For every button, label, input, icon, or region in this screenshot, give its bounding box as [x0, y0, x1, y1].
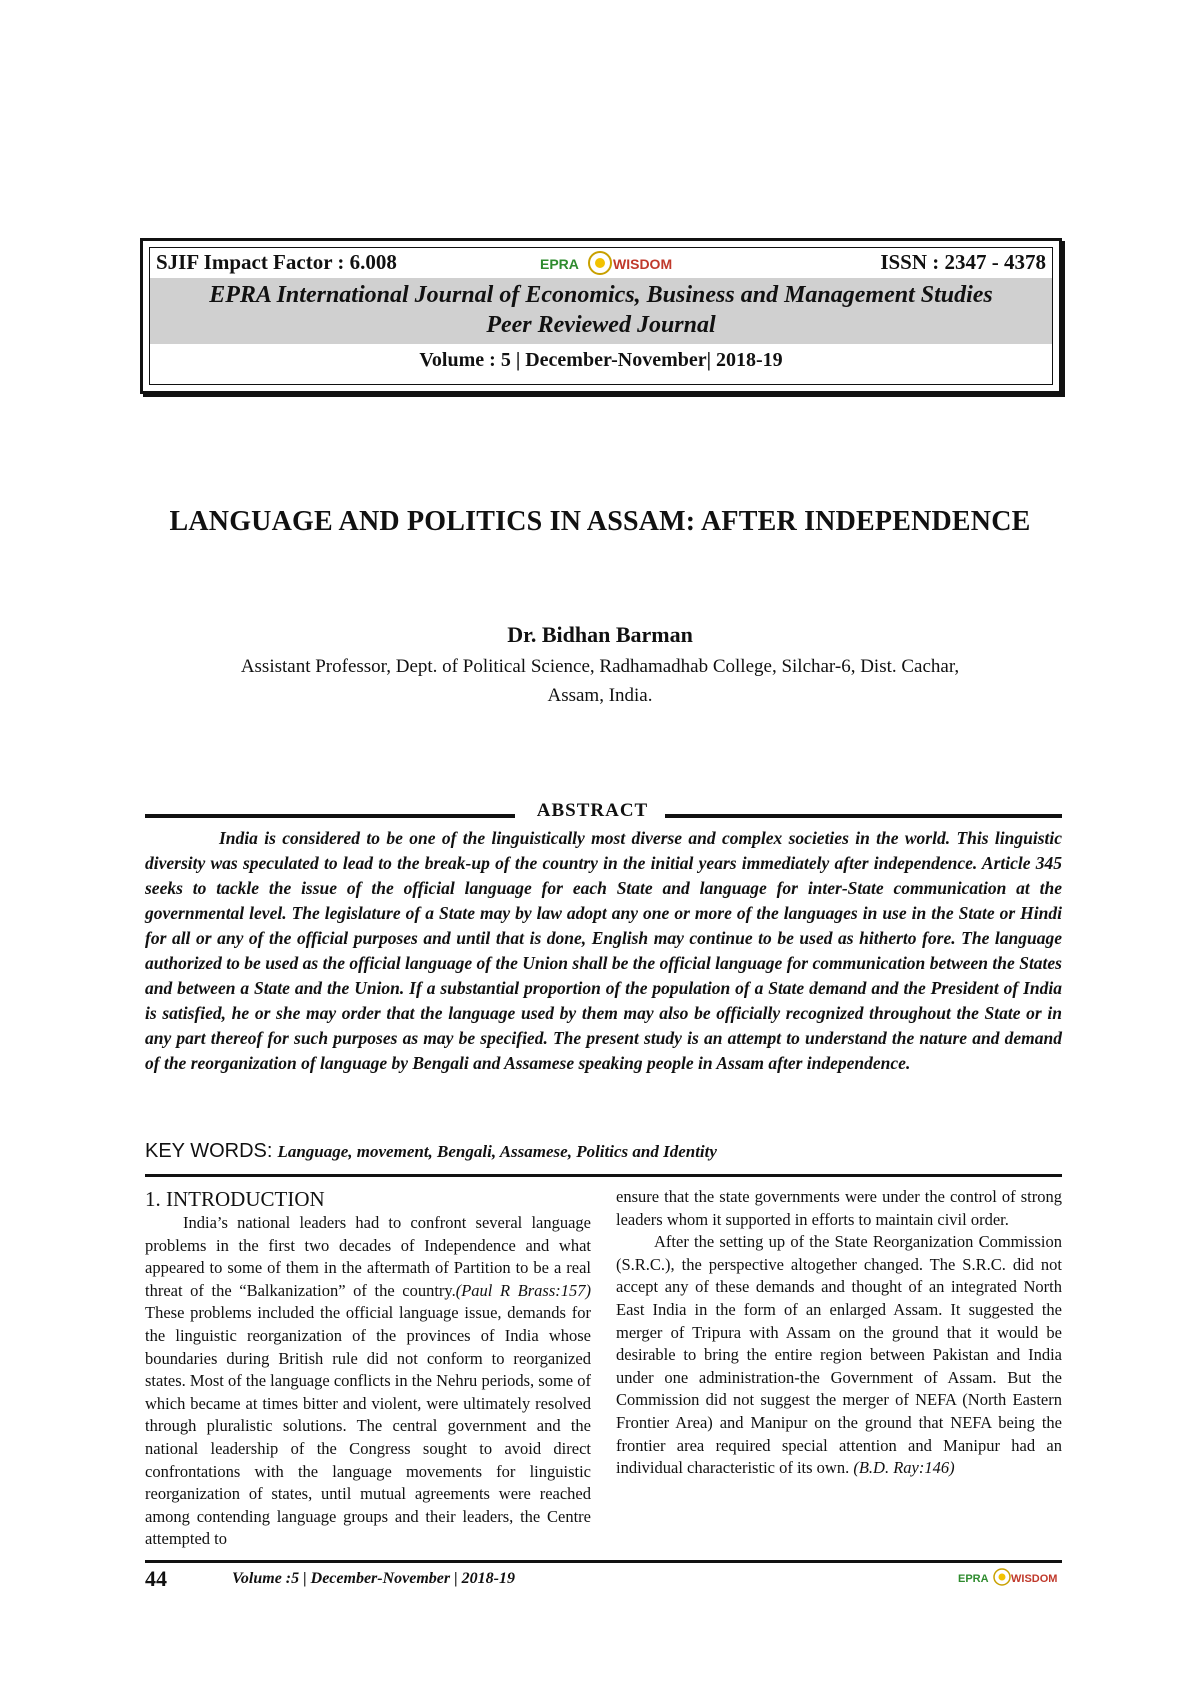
citation: (Paul R Brass:157)	[455, 1280, 591, 1300]
intro-paragraph-3	[616, 1231, 1062, 1480]
header-top-row	[150, 248, 1052, 278]
right-column	[616, 1186, 1062, 1480]
intro-paragraph-1	[145, 1212, 591, 1551]
footer-logo-right: WISDOM	[1011, 1573, 1058, 1585]
logo-left-text: EPRA	[540, 256, 579, 272]
impact-factor: SJIF Impact Factor : 6.008	[156, 250, 397, 274]
page-number: 44	[145, 1566, 167, 1591]
abstract-rule-right	[665, 814, 1062, 818]
paragraph-text: After the setting up of the State Reorganization Commission (S.R.C.), the perspective altogether changed. The S.R.C. did not accept any of these demands and thought of an integrated North East India in the form of an enlarged Assam. It suggested the merger of Tripura with Assam on the ground that it would be desirable to bring the entire region between Pakistan and India under one administration-the Government of Assam. But the Commission did not suggest the merger of NEFA (North Eastern Frontier Area) and Manipur on the ground that NEFA being the frontier area required special attention and Manipur had an individual characteristic of its own.	[616, 1232, 1062, 1478]
abstract-text: India is considered to be one of the linguistically most diverse and complex societies in the world. This linguistic diversity was speculated to lead to the break-up of the country in the initial years immediately after independence. Article 345 seeks to tackle the issue of the official language for each State and language for inter-State communication at the governmental level. The legislature of a State may by law adopt any one or more of the languages in use in the State or Hindi for all or any of the official purposes and until that is done, English may continue to be used as hitherto fore. The language authorized to be used as the official language of the Union shall be the official language for communication between the States and between a State and the Union. If a substantial proportion of the population of a State demand and the President of India is satisfied, he or she may order that the language used by them may also be officially recognized throughout the State or in any part thereof for such purposes as may be specified. The present study is an attempt to understand the nature and demand of the reorganization of language by Bengali and Assamese speaking people in Assam after independence.	[145, 828, 1062, 1073]
issn: ISSN : 2347 - 4378	[880, 250, 1046, 274]
keywords-values: Language, movement, Bengali, Assamese, Politics and Identity	[277, 1142, 717, 1161]
abstract-heading: ABSTRACT	[536, 800, 649, 821]
journal-name: EPRA International Journal of Economics, Business and Management Studies	[209, 282, 993, 308]
author-affiliation	[150, 652, 1050, 710]
section-heading: 1. INTRODUCTION	[145, 1187, 325, 1211]
author-name: Dr. Bidhan Barman	[507, 622, 693, 647]
paragraph-text: These problems included the official language issue, demands for the linguistic reorganization of the provinces of India whose boundaries during British rule did not conform to reorganized states. Most of the language conflicts in the Nehru periods, some of which became at times bitter and violent, were ultimately resolved through pluralistic solutions. The central government and the national leadership of the Congress sought to avoid direct confrontations with the language movements for linguistic reorganization of states, until mutual agreements were reached among contending language groups and their leaders, the Centre attempted to	[145, 1303, 591, 1549]
footer-volume: Volume :5 | December-November | 2018-19	[232, 1570, 515, 1587]
citation: (B.D. Ray:146)	[853, 1458, 955, 1478]
affiliation-line-2: Assam, India.	[547, 685, 653, 706]
epra-wisdom-logo	[540, 250, 680, 276]
keywords-label: KEY WORDS:	[145, 1140, 273, 1162]
intro-paragraph-2: ensure that the state governments were under the control of strong leaders whom it supported in efforts to maintain civil order.	[616, 1187, 1062, 1229]
footer-logo	[958, 1566, 1058, 1588]
footer-rule	[145, 1560, 1062, 1563]
abstract-rule-left	[145, 814, 515, 818]
footer-logo-left: EPRA	[958, 1573, 989, 1585]
header-band	[150, 278, 1052, 344]
keywords-rule	[145, 1174, 1062, 1177]
affiliation-line-1: Assistant Professor, Dept. of Political Science, Radhamadhab College, Silchar-6, Dist. Cachar,	[240, 656, 960, 677]
article-title: LANGUAGE AND POLITICS IN ASSAM: AFTER INDEPENDENCE	[169, 506, 1031, 537]
volume-line: Volume : 5 | December-November| 2018-19	[419, 349, 783, 371]
journal-subtitle: Peer Reviewed Journal	[486, 312, 716, 338]
paragraph-text: India’s national leaders had to confront several language problems in the first two decades of Independence and what appeared to some of them in the aftermath of Partition to be a real threat of the “Balkanization” of the country.	[145, 1213, 591, 1300]
journal-header	[140, 238, 1062, 394]
keywords	[145, 1140, 1062, 1163]
logo-right-text: WISDOM	[613, 256, 673, 272]
left-column	[145, 1186, 591, 1551]
